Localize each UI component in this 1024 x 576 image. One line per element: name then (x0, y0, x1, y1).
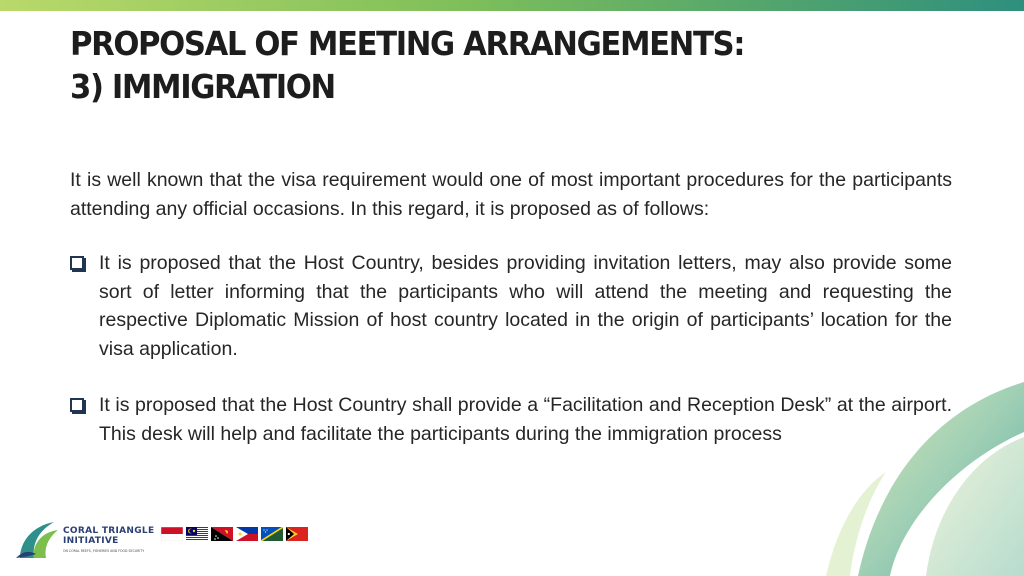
member-flags (161, 527, 308, 541)
logo-wordmark (63, 526, 154, 546)
slide-title-line-1: PROPOSAL OF MEETING ARRANGEMENTS: (70, 24, 745, 63)
slide-title-line-2: 3) IMMIGRATION (70, 67, 335, 106)
bullet-text: It is proposed that the Host Country, besides providing invitation letters, may also provide some sort of letter informing that the participants who will attend the meeting and requesting the respective Diplomatic Mission of host country located in the origin of participants’ location for the visa application. (99, 252, 952, 360)
logo-line-2: INITIATIVE (63, 536, 119, 546)
bullet-text: It is proposed that the Host Country shall provide a “Facilitation and Reception Desk” at the airport. This desk will help and facilitate the participants during the immigration process (99, 394, 952, 445)
coral-triangle-logo-icon (14, 520, 60, 560)
slide-title (70, 22, 744, 108)
papua-new-guinea-flag-icon (211, 527, 233, 541)
footer-logo-area (14, 520, 314, 560)
intro-paragraph: It is well known that the visa requirement would one of most important procedures for the participants attending any official occasions. In this regard, it is proposed as of follows: (70, 169, 952, 220)
malaysia-flag-icon (186, 527, 208, 541)
bullet-item (70, 249, 952, 363)
philippines-flag-icon (236, 527, 258, 541)
timor-leste-flag-icon (286, 527, 308, 541)
top-accent-bar (0, 0, 1024, 11)
logo-tagline: ON CORAL REEFS, FISHERIES AND FOOD SECURITY (63, 549, 145, 553)
indonesia-flag-icon (161, 527, 183, 541)
logo-line-1: CORAL TRIANGLE (63, 526, 155, 536)
solomon-islands-flag-icon (261, 527, 283, 541)
checkbox-bullet-icon (70, 256, 84, 270)
decorative-swoosh-graphic (806, 372, 1024, 576)
checkbox-bullet-icon (70, 398, 84, 412)
